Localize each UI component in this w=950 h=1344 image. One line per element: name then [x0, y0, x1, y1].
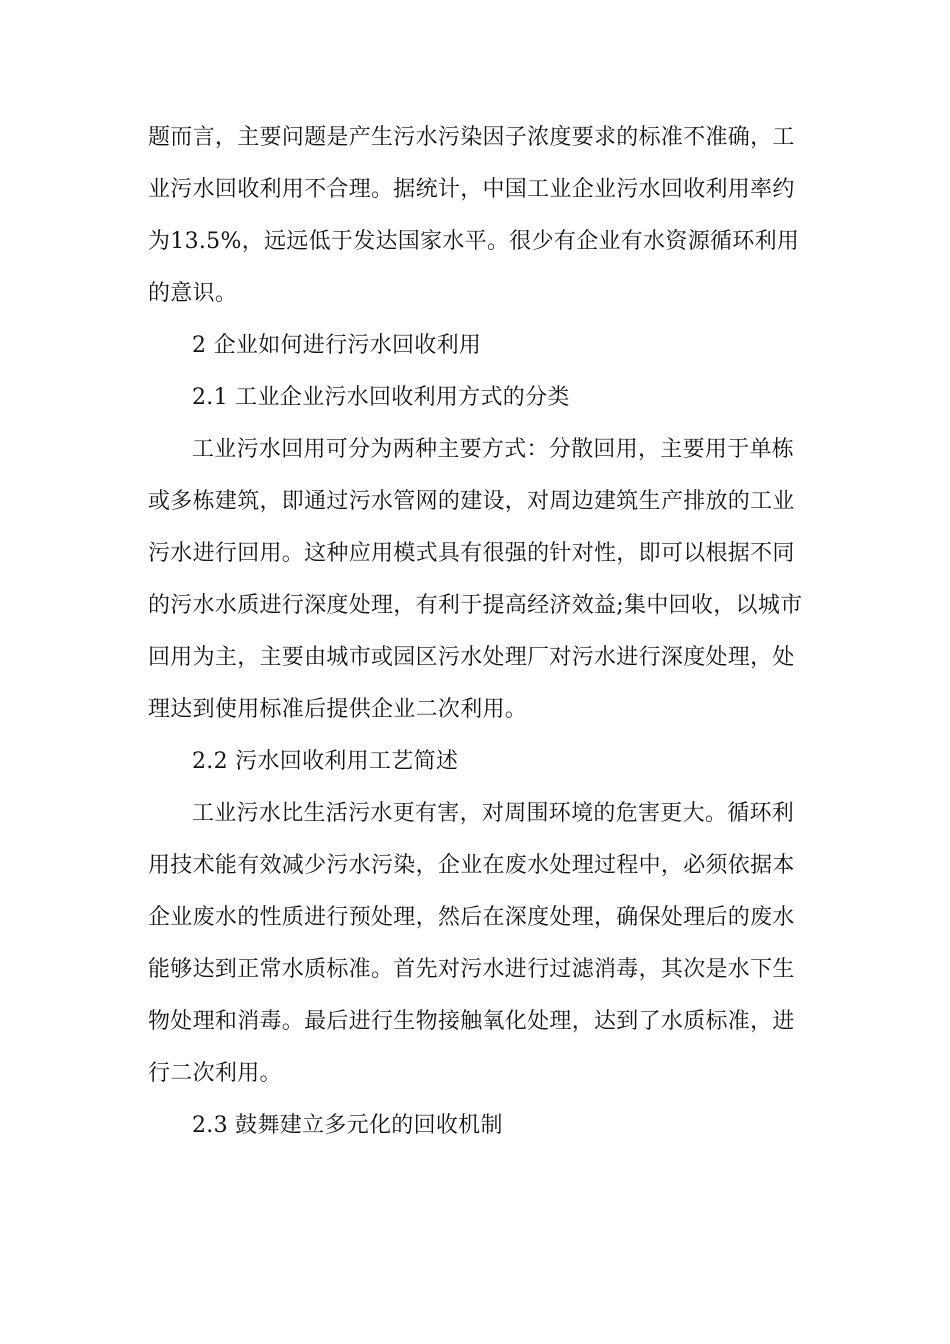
heading-text: 2.2 污水回收利用工艺简述	[192, 749, 459, 774]
text-line: 理达到使用标准后提供企业二次利用。	[148, 697, 528, 722]
text-line: 污水进行回用。这种应用模式具有很强的针对性，即可以根据不同	[148, 541, 795, 566]
paragraph-2-2	[148, 788, 802, 1100]
section-heading-2-3	[148, 1100, 802, 1152]
document-body	[148, 112, 802, 1152]
paragraph-continuation	[148, 112, 802, 320]
section-heading-2	[148, 320, 802, 372]
text-line: 用技术能有效减少污水污染，企业在废水处理过程中，必须依据本	[148, 853, 795, 878]
text-line: 题而言，主要问题是产生污水污染因子浓度要求的标准不准确，工	[148, 125, 795, 150]
text-line: 工业污水比生活污水更有害，对周围环境的危害更大。循环利	[192, 801, 795, 826]
text-line: 或多栋建筑，即通过污水管网的建设，对周边建筑生产排放的工业	[148, 489, 795, 514]
paragraph-2-1	[148, 424, 802, 736]
heading-text: 2 企业如何进行污水回收利用	[192, 333, 482, 358]
section-heading-2-2	[148, 736, 802, 788]
heading-text: 2.1 工业企业污水回收利用方式的分类	[192, 385, 570, 410]
section-heading-2-1	[148, 372, 802, 424]
text-line: 工业污水回用可分为两种主要方式：分散回用，主要用于单栋	[192, 437, 795, 462]
text-line: 的意识。	[148, 281, 238, 306]
text-line: 的污水水质进行深度处理，有利于提高经济效益;集中回收，以城市	[148, 593, 803, 618]
text-line: 企业废水的性质进行预处理，然后在深度处理，确保处理后的废水	[148, 905, 795, 930]
text-line: 能够达到正常水质标准。首先对污水进行过滤消毒，其次是水下生	[148, 957, 795, 982]
text-line: 为13.5%，远远低于发达国家水平。很少有企业有水资源循环利用	[148, 229, 800, 254]
text-line: 物处理和消毒。最后进行生物接触氧化处理，达到了水质标准，进	[148, 1009, 795, 1034]
text-line: 回用为主，主要由城市或园区污水处理厂对污水进行深度处理，处	[148, 645, 795, 670]
text-line: 业污水回收利用不合理。据统计，中国工业企业污水回收利用率约	[148, 177, 795, 202]
text-line: 行二次利用。	[148, 1061, 282, 1086]
heading-text: 2.3 鼓舞建立多元化的回收机制	[192, 1113, 503, 1138]
